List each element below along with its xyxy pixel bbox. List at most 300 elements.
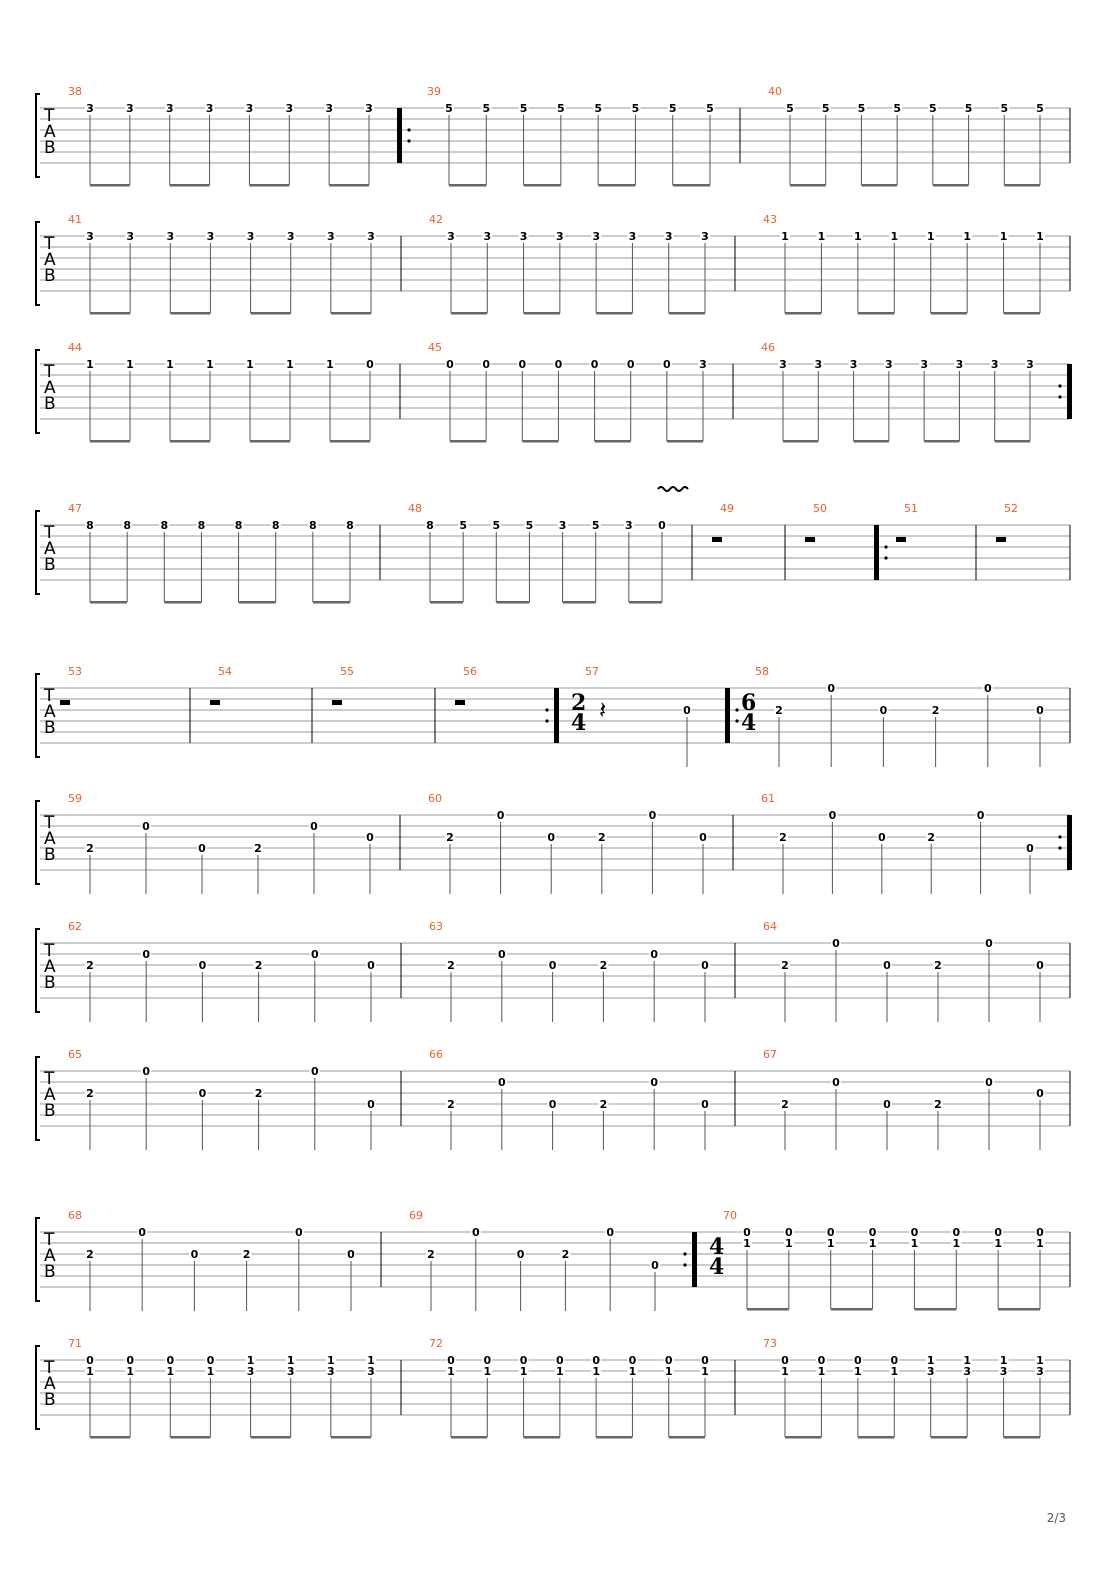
beam [430, 601, 463, 604]
beam [239, 601, 276, 604]
tab-system [36, 801, 1072, 894]
system-bracket [36, 674, 40, 757]
fret-number: 2 [781, 1098, 789, 1111]
fret-number: 3 [86, 102, 94, 115]
fret-number: 1 [367, 1354, 375, 1367]
tab-clef-letter: B [44, 973, 56, 993]
fret-number: 0 [294, 1226, 303, 1239]
time-signature-digit: 4 [709, 1254, 725, 1280]
measure-number: 73 [763, 1337, 777, 1350]
fret-number: 0 [832, 937, 840, 950]
repeat-dot [884, 556, 887, 559]
fret-number: 1 [1036, 1354, 1044, 1367]
fret-number: 5 [557, 102, 565, 115]
tab-clef-letter: B [44, 845, 56, 865]
measure-number: 60 [428, 792, 442, 805]
fret-number: 0 [883, 1098, 891, 1111]
fret-number: 0 [785, 1226, 793, 1239]
fret-number: 0 [994, 1226, 1002, 1239]
beam [524, 312, 560, 315]
fret-number: 5 [525, 519, 534, 532]
fret-number: 0 [496, 809, 505, 822]
fret-number: 3 [325, 102, 333, 115]
beam [595, 440, 631, 443]
fret-number: 3 [126, 102, 134, 115]
fret-number: 0 [310, 820, 318, 833]
fret-number: 3 [365, 102, 373, 115]
repeat-end-bar [1067, 815, 1072, 870]
beam [598, 184, 635, 187]
tab-clef-letter: T [44, 1069, 55, 1089]
fret-number: 3 [483, 230, 492, 243]
tab-clef-letter: T [44, 813, 55, 833]
vibrato-mark [658, 487, 688, 491]
fret-number: 0 [832, 1076, 840, 1089]
tab-clef-letter: B [44, 266, 56, 286]
fret-number: 1 [326, 358, 334, 371]
beam [524, 1436, 560, 1439]
fret-number: 1 [592, 1365, 600, 1378]
fret-number: 0 [628, 1354, 637, 1367]
fret-number: 0 [817, 1354, 826, 1367]
fret-number: 2 [427, 1248, 435, 1261]
fret-number: 2 [446, 831, 454, 844]
beam [933, 184, 969, 187]
fret-number: 1 [166, 358, 174, 371]
fret-number: 0 [976, 809, 985, 822]
fret-number: 2 [254, 842, 262, 855]
measure-number: 47 [68, 502, 82, 515]
tab-clef-letter: T [44, 1358, 55, 1378]
half-rest [455, 700, 465, 705]
fret-number: 0 [879, 704, 888, 717]
fret-number: 2 [86, 842, 94, 855]
beam [785, 1436, 821, 1439]
fret-number: 0 [86, 1354, 94, 1367]
fret-number: 1 [890, 1365, 899, 1378]
fret-number: 3 [367, 1365, 375, 1378]
fret-number: 3 [920, 358, 928, 371]
tab-clef-letter: T [44, 686, 55, 706]
fret-number: 3 [963, 1365, 971, 1378]
fret-number: 1 [785, 1237, 793, 1250]
tab-system [36, 222, 1070, 315]
fret-number: 0 [606, 1226, 615, 1239]
fret-number: 0 [854, 1354, 862, 1367]
repeat-dot [735, 708, 738, 711]
fret-number: 0 [985, 1076, 993, 1089]
repeat-dot [683, 1252, 686, 1255]
fret-number: 3 [625, 519, 633, 532]
fret-number: 1 [246, 1354, 255, 1367]
measure-number: 49 [720, 502, 734, 515]
fret-number: 0 [556, 1354, 564, 1367]
fret-number: 1 [994, 1237, 1002, 1250]
measure-number: 72 [429, 1337, 443, 1350]
fret-number: 8 [309, 519, 317, 532]
measure-number: 69 [409, 1209, 423, 1222]
system-bracket [36, 94, 40, 177]
fret-number: 3 [327, 230, 335, 243]
fret-number: 0 [651, 1259, 659, 1272]
fret-number: 3 [926, 1365, 935, 1378]
fret-number: 0 [983, 682, 992, 695]
fret-number: 3 [519, 230, 528, 243]
measure-number: 43 [763, 213, 777, 226]
fret-number: 0 [890, 1354, 899, 1367]
beam [858, 312, 894, 315]
fret-number: 0 [781, 1354, 789, 1367]
half-rest [805, 537, 815, 542]
beam [931, 1436, 967, 1439]
fret-number: 5 [459, 519, 467, 532]
measure-number: 48 [408, 502, 422, 515]
fret-number: 3 [286, 230, 295, 243]
fret-number: 1 [664, 1365, 673, 1378]
time-signature [709, 1234, 724, 1280]
fret-number: 3 [1026, 358, 1034, 371]
fret-number: 0 [548, 959, 557, 972]
tab-clef-letter: T [44, 106, 55, 126]
fret-number: 1 [701, 1365, 709, 1378]
fret-number: 0 [206, 1354, 215, 1367]
repeat-dot [545, 708, 548, 711]
fret-number: 3 [327, 1365, 335, 1378]
beam [496, 601, 529, 604]
measure-number: 42 [429, 213, 443, 226]
fret-number: 2 [934, 959, 942, 972]
fret-number: 3 [628, 230, 637, 243]
tab-clef-letter: A [44, 829, 56, 849]
page-number: 2/3 [1046, 1511, 1066, 1525]
beam [563, 601, 596, 604]
fret-number: 5 [1000, 102, 1009, 115]
fret-number: 1 [952, 1237, 961, 1250]
fret-number: 1 [1036, 1237, 1044, 1250]
fret-number: 3 [246, 1365, 255, 1378]
beam [329, 184, 369, 187]
fret-number: 0 [626, 358, 635, 371]
measure-number: 57 [585, 665, 599, 678]
fret-number: 1 [166, 1365, 175, 1378]
fret-number: 1 [483, 1365, 492, 1378]
fret-number: 0 [497, 948, 506, 961]
half-rest [896, 537, 906, 542]
measure-number: 50 [813, 502, 827, 515]
fret-number: 0 [650, 1076, 659, 1089]
tab-clef-letter: B [44, 1390, 56, 1410]
fret-number: 8 [346, 519, 354, 532]
fret-number: 0 [347, 1248, 355, 1261]
fret-number: 0 [446, 358, 454, 371]
beam [747, 1308, 789, 1311]
fret-number: 2 [86, 959, 94, 972]
measure-number: 58 [755, 665, 769, 678]
tab-clef-letter: A [44, 539, 56, 559]
measure-number: 44 [68, 341, 82, 354]
measure-number: 56 [463, 665, 477, 678]
fret-number: 1 [999, 230, 1008, 243]
fret-number: 1 [868, 1237, 877, 1250]
fret-number: 2 [561, 1248, 570, 1261]
beam [522, 440, 558, 443]
beam [524, 184, 561, 187]
fret-number: 0 [198, 959, 207, 972]
tab-clef-letter: B [44, 718, 56, 738]
beam [1004, 184, 1040, 187]
fret-number: 3 [206, 230, 215, 243]
fret-number: 2 [779, 831, 787, 844]
fret-number: 5 [893, 102, 901, 115]
repeat-dot [545, 719, 548, 722]
beam [251, 1436, 291, 1439]
tab-clef-letter: T [44, 234, 55, 254]
fret-number: 3 [367, 230, 375, 243]
fret-number: 3 [814, 358, 823, 371]
fret-number: 2 [934, 1098, 942, 1111]
fret-number: 3 [999, 1365, 1008, 1378]
fret-number: 2 [447, 959, 455, 972]
fret-number: 3 [779, 358, 787, 371]
beam [831, 1308, 873, 1311]
fret-number: 0 [497, 1076, 506, 1089]
fret-number: 0 [648, 809, 657, 822]
beam [861, 184, 897, 187]
half-rest [996, 537, 1006, 542]
fret-number: 8 [86, 519, 94, 532]
fret-number: 2 [775, 704, 783, 717]
fret-number: 0 [590, 358, 599, 371]
system-bracket [36, 222, 40, 305]
repeat-start-bar [397, 108, 402, 163]
beam [673, 184, 710, 187]
fret-number: 3 [246, 230, 255, 243]
repeat-start-bar [725, 688, 730, 743]
beam [313, 601, 350, 604]
system-bracket [36, 511, 40, 594]
measure-number: 59 [68, 792, 82, 805]
fret-number: 0 [826, 1226, 835, 1239]
fret-number: 2 [781, 959, 789, 972]
fret-number: 2 [599, 1098, 608, 1111]
fret-number: 2 [254, 1087, 263, 1100]
fret-number: 1 [246, 358, 254, 371]
tab-clef-letter: T [44, 362, 55, 382]
tab-clef-letter: T [44, 523, 55, 543]
repeat-dot [1058, 846, 1061, 849]
repeat-dot [1058, 835, 1061, 838]
beam [451, 1436, 487, 1439]
fret-number: 1 [556, 1365, 564, 1378]
fret-number: 1 [999, 1354, 1008, 1367]
beam [90, 1436, 130, 1439]
fret-number: 5 [857, 102, 866, 115]
measure-number: 61 [761, 792, 775, 805]
fret-number: 0 [554, 358, 563, 371]
beam [998, 1308, 1040, 1311]
fret-number: 1 [817, 230, 826, 243]
fret-number: 0 [471, 1226, 480, 1239]
measure-number: 68 [68, 1209, 82, 1222]
fret-number: 5 [594, 102, 602, 115]
fret-number: 0 [166, 1354, 175, 1367]
measure-number: 63 [429, 920, 443, 933]
beam [90, 184, 130, 187]
fret-number: 2 [86, 1248, 94, 1261]
fret-number: 1 [854, 230, 862, 243]
fret-number: 5 [964, 102, 973, 115]
fret-number: 1 [447, 1365, 455, 1378]
tab-system [36, 94, 1070, 187]
fret-number: 0 [310, 948, 319, 961]
fret-number: 3 [447, 230, 455, 243]
fret-number: 5 [591, 519, 600, 532]
time-signature [741, 690, 756, 736]
fret-number: 3 [701, 230, 709, 243]
measure-number: 46 [761, 341, 775, 354]
beam [858, 1436, 894, 1439]
fret-number: 1 [1036, 230, 1044, 243]
fret-number: 0 [482, 358, 490, 371]
beam [1004, 1436, 1040, 1439]
fret-number: 3 [699, 358, 707, 371]
tab-clef-letter: A [44, 378, 56, 398]
half-rest [712, 537, 722, 542]
fret-number: 0 [142, 820, 150, 833]
fret-number: 0 [190, 1248, 199, 1261]
measure-number: 52 [1004, 502, 1018, 515]
tab-clef-letter: A [44, 122, 56, 142]
fret-number: 1 [86, 1365, 94, 1378]
tab-system [36, 929, 1070, 1022]
measure-number: 39 [427, 85, 441, 98]
tab-clef-letter: B [44, 555, 56, 575]
beam [854, 440, 889, 443]
fret-number: 1 [206, 358, 214, 371]
fret-number: 3 [285, 102, 294, 115]
fret-number: 0 [664, 1354, 673, 1367]
fret-number: 1 [126, 358, 134, 371]
fret-number: 0 [198, 842, 206, 855]
beam [785, 312, 821, 315]
fret-number: 5 [1036, 102, 1044, 115]
fret-number: 1 [963, 230, 971, 243]
fret-number: 5 [929, 102, 937, 115]
fret-number: 2 [927, 831, 936, 844]
beam [931, 312, 967, 315]
beam [924, 440, 959, 443]
beam [451, 312, 487, 315]
measure-number: 38 [68, 85, 82, 98]
measure-number: 66 [429, 1048, 443, 1061]
beam [596, 1436, 632, 1439]
fret-number: 1 [926, 1354, 935, 1367]
beam [90, 601, 127, 604]
half-rest [210, 700, 220, 705]
fret-number: 1 [286, 1354, 295, 1367]
fret-number: 0 [126, 1354, 134, 1367]
measure-number: 40 [768, 85, 782, 98]
tab-clef-letter: T [44, 941, 55, 961]
time-signature-digit: 4 [709, 1234, 725, 1260]
beam [669, 312, 705, 315]
fret-number: 5 [445, 102, 453, 115]
fret-number: 0 [547, 831, 556, 844]
beam [667, 440, 703, 443]
system-bracket [36, 1346, 40, 1429]
measure-number: 54 [218, 665, 232, 678]
fret-number: 1 [781, 230, 789, 243]
fret-number: 0 [518, 358, 527, 371]
fret-number: 5 [482, 102, 491, 115]
time-signature-digit: 4 [571, 710, 587, 736]
system-bracket [36, 929, 40, 1012]
fret-number: 3 [990, 358, 999, 371]
beam [330, 440, 370, 443]
fret-number: 2 [599, 959, 608, 972]
fret-number: 0 [1036, 959, 1044, 972]
fret-number: 3 [592, 230, 600, 243]
fret-number: 1 [963, 1354, 971, 1367]
beam [170, 184, 210, 187]
system-bracket [36, 350, 40, 433]
measure-number: 41 [68, 213, 82, 226]
fret-number: 5 [668, 102, 677, 115]
beam [790, 184, 826, 187]
beam [914, 1308, 956, 1311]
system-bracket [36, 1218, 40, 1301]
repeat-dot [407, 139, 410, 142]
fret-number: 0 [1036, 1226, 1044, 1239]
fret-number: 1 [910, 1237, 919, 1250]
fret-number: 0 [366, 831, 374, 844]
repeat-dot [683, 1263, 686, 1266]
fret-number: 0 [367, 959, 375, 972]
repeat-start-bar [874, 525, 879, 580]
fret-number: 1 [628, 1365, 637, 1378]
tab-system [36, 1346, 1070, 1439]
fret-number: 0 [548, 1098, 557, 1111]
repeat-dot [407, 128, 410, 131]
beam [669, 1436, 705, 1439]
fret-number: 8 [197, 519, 206, 532]
fret-number: 0 [1036, 1087, 1044, 1100]
fret-number: 0 [519, 1354, 528, 1367]
time-signature-digit: 4 [741, 710, 757, 736]
fret-number: 1 [781, 1365, 789, 1378]
fret-number: 0 [138, 1226, 147, 1239]
fret-number: 3 [849, 358, 858, 371]
measure-number: 71 [68, 1337, 82, 1350]
beam [449, 184, 486, 187]
fret-number: 0 [701, 1354, 709, 1367]
beam [90, 312, 130, 315]
measure-number: 67 [763, 1048, 777, 1061]
fret-number: 5 [492, 519, 501, 532]
fret-number: 8 [426, 519, 434, 532]
time-signature [571, 690, 586, 736]
beam [629, 601, 662, 604]
repeat-dot [1058, 395, 1061, 398]
fret-number: 0 [516, 1248, 525, 1261]
fret-number: 1 [126, 1365, 134, 1378]
beam [250, 440, 290, 443]
measure-number: 65 [68, 1048, 82, 1061]
fret-number: 0 [367, 1098, 375, 1111]
fret-number: 3 [166, 230, 175, 243]
fret-number: 0 [1036, 704, 1044, 717]
fret-number: 3 [664, 230, 673, 243]
